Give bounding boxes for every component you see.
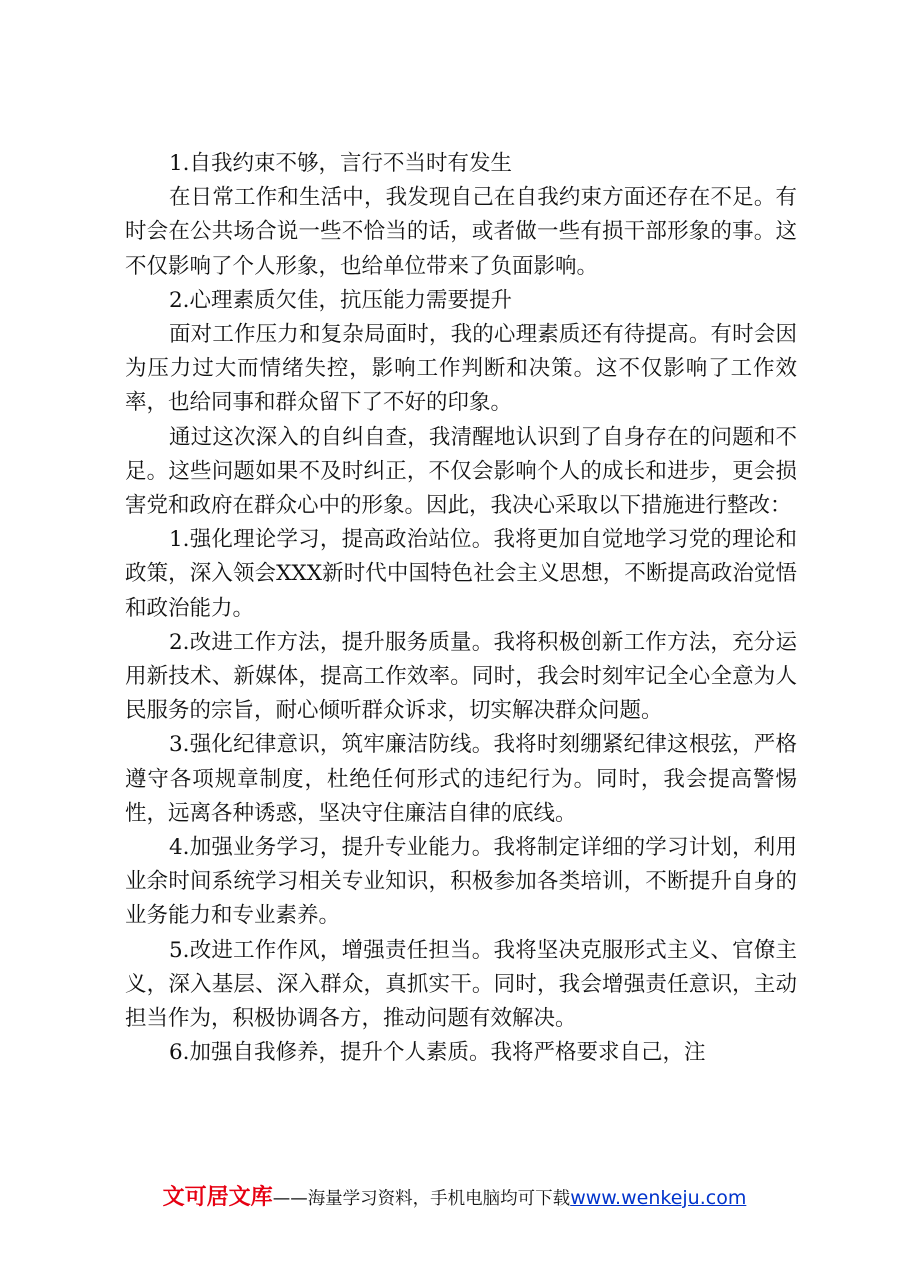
heading-self-discipline: 1.自我约束不够，言行不当时有发生 (169, 151, 513, 176)
heading-psychological-quality: 2.心理素质欠佳，抗压能力需要提升 (169, 287, 513, 313)
measure-business-study: 4.加强业务学习，提升专业能力。我将制定详细的学习计划，利用业余时间系统学习相关专业知识，积极参加各类培训，不断提升自身的业务能力和专业素养。 (125, 835, 797, 929)
footer-website-link[interactable]: www.wenkeju.com (570, 1187, 747, 1209)
measure-work-methods: 2.改进工作方法，提升服务质量。我将积极创新工作方法，充分运用新技术、新媒体，提高工作效率。同时，我会时刻牢记全心全意为人民服务的宗旨，耐心倾听群众诉求，切实解决群众问题。 (125, 629, 797, 724)
measure-discipline: 3.强化纪律意识，筑牢廉洁防线。我将时刻绷紧纪律这根弦，严格遵守各项规章制度，杜绝任何形式的违纪行为。同时，我会提高警惕性，远离各种诱惑，坚决守住廉洁自律的底线。 (125, 732, 797, 826)
paragraph-self-inspection-summary: 通过这次深入的自纠自查，我清醒地认识到了自身存在的问题和不足。这些问题如果不及时纠正，不仅会影响个人的成长和进步，更会损害党和政府在群众心中的形象。因此，我决心采取以下措施进行整改： (125, 424, 797, 519)
paragraph-psychological-quality: 面对工作压力和复杂局面时，我的心理素质还有待提高。有时会因为压力过大而情绪失控，影响工作判断和决策。这不仅影响了工作效率，也给同事和群众留下了不好的印象。 (125, 322, 797, 416)
footer-banner (0, 1180, 909, 1211)
footer-slogan: ——海量学习资料，手机电脑均可下载 (272, 1189, 571, 1209)
footer-brand: 文可居文库 (162, 1185, 273, 1210)
measure-work-style: 5.改进工作作风，增强责任担当。我将坚决克服形式主义、官僚主义，深入基层、深入群众，真抓实干。同时，我会增强责任意识，主动担当作为，积极协调各方，推动问题有效解决。 (125, 937, 797, 1032)
paragraph-self-discipline: 在日常工作和生活中，我发现自己在自我约束方面还存在不足。有时会在公共场合说一些不恰当的话，或者做一些有损干部形象的事。这不仅影响了个人形象，也给单位带来了负面影响。 (125, 185, 797, 279)
measure-self-cultivation: 6.加强自我修养，提升个人素质。我将严格要求自己，注 (169, 1040, 706, 1066)
document-body (125, 147, 797, 1070)
measure-theory-study: 1.强化理论学习，提高政治站位。我将更加自觉地学习党的理论和政策，深入领会XXX新时代中国特色社会主义思想，不断提高政治觉悟和政治能力。 (125, 527, 797, 621)
